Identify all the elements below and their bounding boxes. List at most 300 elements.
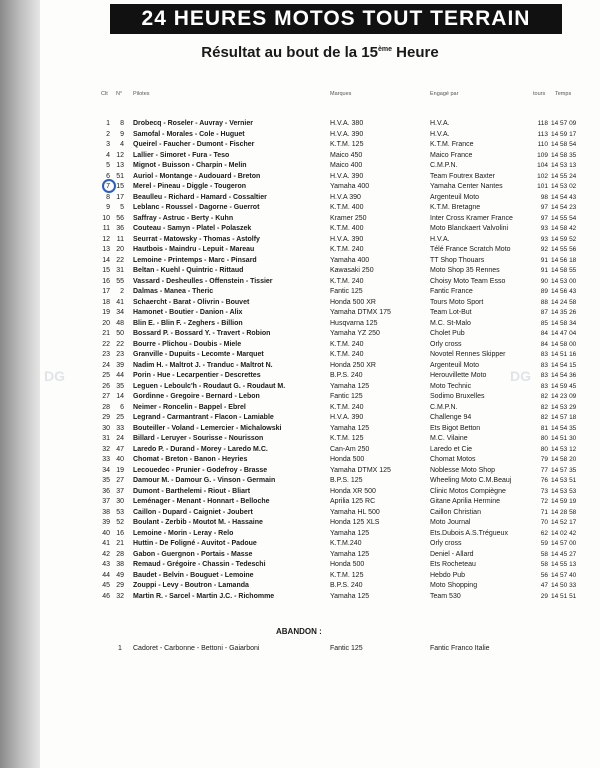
cell-no: 11	[116, 235, 124, 243]
abandon-marque: Fantic 125	[330, 645, 363, 652]
cell-tours: 97	[540, 204, 548, 211]
cell-temps: 14 45 27	[551, 550, 577, 558]
cell-marque: Honda 125 XLS	[330, 519, 380, 526]
cell-no: 30	[116, 498, 124, 505]
table-row	[0, 287, 600, 297]
table-row	[0, 592, 600, 602]
cell-marque: B.P.S. 240	[330, 372, 363, 379]
cell-engage: Tours Moto Sport	[430, 298, 484, 306]
cell-tours: 101	[537, 183, 548, 190]
cell-marque: K.T.M. 400	[330, 225, 364, 232]
cell-tours: 77	[540, 466, 548, 474]
cell-engage: Moto Journal	[430, 519, 471, 526]
cell-engage: Cholet Pub	[430, 330, 465, 337]
cell-temps: 14 58 42	[551, 225, 577, 232]
table-row	[0, 560, 600, 570]
cell-pilotes: Lecouedec - Prunier - Godefroy - Brasse	[133, 466, 268, 474]
cell-pilotes: Chomat - Breton - Banon - Heyries	[133, 456, 248, 463]
abandon-no: 1	[118, 645, 122, 652]
cell-pilotes: Bouteiller - Voland - Lemercier - Michalowski	[133, 424, 282, 432]
cell-clt: 42	[102, 550, 110, 558]
cell-temps: 14 51 51	[551, 592, 577, 600]
cell-pilotes: Laredo P. - Durand - Morey - Laredo M.C.	[133, 445, 268, 453]
cell-engage: Orly cross	[430, 340, 462, 348]
cell-marque: Yamaha 400	[330, 256, 370, 264]
cell-engage: Ets.Dubois A.S.Trégueux	[430, 529, 508, 537]
cell-engage: K.T.M. France	[430, 141, 474, 148]
cell-engage: Chomat Motos	[430, 456, 476, 463]
cell-marque: Yamaha 125	[330, 592, 370, 600]
page-subtitle	[40, 44, 600, 61]
cell-tours: 93	[540, 225, 548, 232]
cell-pilotes: Auriol - Montange - Audouard - Breton	[133, 172, 261, 180]
cell-no: 5	[120, 204, 124, 211]
table-row	[0, 508, 600, 518]
cell-engage: Deniel - Allard	[430, 550, 474, 558]
cell-clt: 30	[102, 424, 110, 432]
cell-tours: 91	[540, 267, 548, 274]
cell-no: 8	[120, 120, 124, 127]
cell-clt: 18	[102, 298, 110, 306]
cell-tours: 62	[540, 529, 548, 537]
cell-clt: 15	[102, 267, 110, 274]
cell-engage: Noblesse Moto Shop	[430, 466, 495, 474]
cell-engage: H.V.A.	[430, 120, 450, 127]
cell-no: 48	[116, 319, 124, 327]
cell-pilotes: Billard - Leruyer - Sourisse - Nourisson	[133, 435, 264, 442]
cell-clt: 21	[102, 330, 110, 337]
cell-clt: 22	[102, 340, 110, 348]
cell-no: 6	[120, 403, 124, 411]
cell-engage: Hebdo Pub	[430, 571, 466, 579]
table-row	[0, 182, 600, 192]
cell-temps: 14 53 12	[551, 445, 577, 453]
cell-tours: 109	[537, 151, 548, 159]
cell-clt: 43	[102, 561, 110, 568]
cell-pilotes: Caillon - Dupard - Caigniet - Joubert	[133, 508, 253, 516]
cell-no: 15	[116, 183, 124, 190]
cell-tours: 88	[540, 298, 548, 306]
table-row	[0, 340, 600, 350]
cell-clt: 41	[102, 540, 110, 547]
col-header-tours: tours	[533, 91, 546, 97]
cell-temps: 14 59 19	[551, 498, 577, 505]
cell-tours: 84	[540, 330, 548, 337]
cell-no: 36	[116, 225, 124, 232]
cell-pilotes: Dumont - Barthelemi - Riout - Bliart	[133, 487, 251, 495]
cell-marque: K.T.M. 240	[330, 277, 364, 285]
cell-clt: 38	[102, 508, 110, 516]
table-row	[0, 161, 600, 171]
cell-temps: 14 28 58	[551, 508, 577, 516]
cell-no: 51	[116, 172, 124, 180]
table-row	[0, 235, 600, 245]
cell-engage: TT Shop Thouars	[430, 256, 485, 264]
cell-clt: 29	[102, 414, 110, 421]
cell-tours: 80	[540, 435, 548, 442]
table-row	[0, 392, 600, 402]
cell-clt: 23	[102, 351, 110, 358]
cell-no: 52	[116, 519, 124, 526]
cell-temps: 14 02 42	[551, 529, 577, 537]
cell-temps: 14 58 00	[551, 340, 577, 348]
cell-engage: Fantic France	[430, 288, 473, 295]
cell-temps: 14 57 00	[551, 540, 577, 547]
cell-tours: 56	[540, 571, 548, 579]
table-row	[0, 539, 600, 549]
cell-marque: H.V.A. 380	[330, 120, 364, 127]
cell-clt: 9	[106, 204, 110, 211]
cell-marque: Can-Am 250	[330, 445, 370, 453]
table-row	[0, 277, 600, 287]
cell-pilotes: Beaulleu - Richard - Hamard - Cossaltier	[133, 193, 267, 201]
table-row	[0, 487, 600, 497]
cell-clt: 34	[102, 466, 110, 474]
cell-clt: 31	[102, 435, 110, 442]
cell-temps: 14 23 09	[551, 393, 577, 400]
table-row	[0, 130, 600, 140]
cell-clt: 45	[102, 582, 110, 589]
cell-clt: 13	[102, 246, 110, 253]
cell-temps: 14 35 26	[551, 309, 577, 316]
cell-no: 44	[116, 372, 124, 379]
cell-no: 35	[116, 382, 124, 390]
cell-temps: 14 52 17	[551, 519, 577, 526]
cell-marque: Yamaha DTMX 175	[330, 309, 391, 316]
cell-marque: Yamaha 125	[330, 424, 370, 432]
cell-engage: Maico France	[430, 151, 473, 159]
cell-tours: 76	[540, 477, 548, 484]
table-row	[0, 550, 600, 560]
cell-clt: 36	[102, 487, 110, 495]
cell-engage: Inter Cross Kramer France	[430, 214, 513, 222]
cell-engage: Team Lot-But	[430, 309, 472, 316]
cell-pilotes: Porin - Hue - Lecarpentier - Descrettes	[133, 372, 261, 379]
cell-engage: H.V.A.	[430, 130, 450, 138]
table-row	[0, 256, 600, 266]
cell-clt: 39	[102, 519, 110, 526]
cell-temps: 14 53 51	[551, 477, 577, 484]
cell-marque: K.T.M. 240	[330, 351, 364, 358]
cell-marque: H.V.A 390	[330, 193, 361, 201]
cell-clt: 20	[102, 319, 110, 327]
table-row	[0, 119, 600, 129]
cell-engage: Laredo et Cie	[430, 445, 473, 453]
cell-temps: 14 56 18	[551, 256, 577, 264]
cell-temps: 14 54 43	[551, 193, 577, 201]
cell-marque: H.V.A. 390	[330, 172, 364, 180]
cell-clt: 11	[102, 225, 110, 232]
cell-marque: K.T.M. 125	[330, 571, 364, 579]
cell-marque: Yamaha HL 500	[330, 508, 380, 516]
cell-engage: H.V.A.	[430, 235, 450, 243]
cell-tours: 87	[540, 309, 548, 316]
cell-pilotes: Bossard P. - Bossard Y. - Travert - Robion	[133, 330, 271, 337]
cell-no: 19	[116, 466, 124, 474]
cell-clt: 26	[102, 382, 110, 390]
cell-no: 50	[116, 330, 124, 337]
cell-pilotes: Queirel - Faucher - Dumont - Fischer	[133, 141, 255, 148]
table-row	[0, 140, 600, 150]
cell-temps: 14 59 52	[551, 235, 577, 243]
cell-clt: 44	[102, 571, 110, 579]
col-header-clt: Clt	[101, 91, 108, 97]
cell-marque: Kramer 250	[330, 214, 367, 222]
cell-temps: 14 53 29	[551, 403, 577, 411]
cell-no: 17	[116, 193, 124, 201]
cell-temps: 14 54 15	[551, 361, 577, 369]
cell-marque: Yamaha 125	[330, 382, 370, 390]
cell-no: 53	[116, 508, 124, 516]
cell-pilotes: Merel - Pineau - Diggle - Tougeron	[133, 183, 247, 190]
cell-temps: 14 53 02	[551, 183, 577, 190]
cell-engage: Argenteuil Moto	[430, 193, 480, 201]
cell-temps: 14 58 20	[551, 456, 577, 463]
cell-tours: 110	[537, 141, 548, 148]
cell-pilotes: Gabon - Guergnon - Portais - Masse	[133, 550, 253, 558]
cell-tours: 104	[537, 162, 548, 169]
table-row	[0, 308, 600, 318]
cell-engage: C.M.P.N.	[430, 162, 458, 169]
cell-no: 28	[116, 550, 124, 558]
cell-tours: 102	[537, 172, 548, 180]
cell-tours: 92	[540, 246, 548, 253]
cell-clt: 7	[106, 183, 110, 190]
cell-pilotes: Lemoine - Printemps - Marc - Pinsard	[133, 256, 257, 264]
col-header-temps: Temps	[555, 91, 572, 97]
cell-clt: 8	[106, 193, 110, 201]
cell-marque: Husqvarna 125	[330, 319, 378, 327]
cell-engage: Ets Rocheteau	[430, 561, 476, 568]
cell-pilotes: Mignot - Buisson - Charpin - Melin	[133, 162, 247, 169]
cell-marque: Kawasaki 250	[330, 267, 374, 274]
handwritten-circle-mark	[102, 179, 116, 193]
cell-no: 39	[116, 361, 124, 369]
page-banner: 24 HEURES MOTOS TOUT TERRAIN	[110, 4, 562, 34]
cell-engage: Moto Blanckaert Valvolini	[430, 225, 509, 232]
cell-pilotes: Samofal - Morales - Cole - Huguet	[133, 130, 245, 138]
cell-tours: 70	[540, 519, 548, 526]
cell-tours: 82	[540, 393, 548, 400]
cell-clt: 16	[102, 277, 110, 285]
cell-temps: 14 47 04	[551, 330, 577, 337]
cell-no: 37	[116, 487, 124, 495]
col-header-no: N°	[116, 91, 123, 97]
cell-clt: 27	[102, 393, 110, 400]
cell-marque: Honda 250 XR	[330, 361, 376, 369]
table-row	[0, 224, 600, 234]
cell-marque: K.T.M.240	[330, 540, 362, 547]
table-row	[0, 350, 600, 360]
abandon-pilotes: Cadoret - Carbonne - Bettoni - Gaiarboni	[133, 645, 260, 652]
cell-pilotes: Beltan - Kuehl - Quintric - Rittaud	[133, 267, 244, 274]
cell-no: 38	[116, 561, 124, 568]
cell-no: 13	[116, 162, 124, 169]
table-row	[0, 403, 600, 413]
table-row	[0, 266, 600, 276]
cell-marque: Maico 400	[330, 162, 363, 169]
table-row	[0, 151, 600, 161]
col-header-marques: Marques	[330, 91, 352, 97]
table-row	[0, 529, 600, 539]
table-row	[0, 319, 600, 329]
cell-clt: 28	[102, 403, 110, 411]
cell-pilotes: Granville - Dupuits - Lecomte - Marquet	[133, 351, 264, 358]
cell-no: 14	[116, 393, 124, 400]
cell-no: 25	[116, 414, 124, 421]
cell-marque: Aprilia 125 RC	[330, 498, 376, 505]
cell-clt: 46	[102, 592, 110, 600]
cell-pilotes: Vassard - Desheulles - Offenstein - Tissier	[133, 277, 273, 285]
cell-pilotes: Dalmas - Manea - Theric	[133, 288, 214, 295]
abandon-heading: ABANDON :	[276, 627, 322, 636]
cell-pilotes: Seurrat - Matowsky - Thomas - Astolfy	[133, 235, 260, 243]
cell-clt: 1	[106, 120, 110, 127]
cell-tours: 90	[540, 277, 548, 285]
cell-pilotes: Saffray - Astruc - Berty - Kuhn	[133, 214, 234, 222]
cell-tours: 82	[540, 403, 548, 411]
cell-engage: Moto Technic	[430, 382, 472, 390]
table-row	[0, 245, 600, 255]
cell-tours: 71	[540, 508, 548, 516]
cell-clt: 32	[102, 445, 110, 453]
cell-marque: Yamaha DTMX 125	[330, 466, 391, 474]
cell-marque: Fantic 125	[330, 288, 363, 295]
cell-engage: Wheeling Moto C.M.Beauj	[430, 477, 512, 484]
cell-pilotes: Bourre - Plichou - Doubis - Miele	[133, 340, 242, 348]
table-row	[0, 298, 600, 308]
cell-no: 47	[116, 445, 124, 453]
cell-marque: K.T.M. 125	[330, 141, 364, 148]
cell-temps: 14 57 18	[551, 414, 577, 421]
cell-engage: Team 530	[430, 592, 461, 600]
cell-marque: Honda 500	[330, 456, 365, 463]
cell-tours: 29	[540, 592, 548, 600]
cell-engage: Télé France Scratch Moto	[430, 246, 511, 253]
cell-tours: 118	[537, 120, 548, 127]
cell-pilotes: Damour M. - Damour G. - Vinson - Germain	[133, 477, 276, 484]
cell-temps: 14 57 35	[551, 466, 577, 474]
cell-pilotes: Nadim H. - Maltrot J. - Tranduc - Maltrot N.	[133, 361, 273, 369]
cell-temps: 14 55 54	[551, 214, 577, 222]
cell-pilotes: Hautbois - Maindru - Lepuit - Mareau	[133, 246, 255, 253]
cell-engage: Novotel Rennes Skipper	[430, 351, 506, 358]
cell-clt: 33	[102, 456, 110, 463]
cell-pilotes: Zouppi - Levy - Boutron - Lamanda	[133, 582, 249, 589]
cell-tours: 91	[540, 256, 548, 264]
cell-tours: 73	[540, 487, 548, 495]
cell-marque: K.T.M. 125	[330, 435, 364, 442]
cell-temps: 14 53 53	[551, 487, 577, 495]
cell-no: 49	[116, 571, 124, 579]
table-row	[0, 445, 600, 455]
cell-no: 9	[120, 130, 124, 138]
cell-marque: B.P.S. 240	[330, 582, 363, 589]
cell-temps: 14 54 23	[551, 204, 577, 211]
cell-marque: H.V.A. 390	[330, 414, 364, 421]
table-row	[0, 434, 600, 444]
cell-engage: Clinic Motos Compiègne	[430, 487, 506, 495]
cell-no: 20	[116, 246, 124, 253]
table-row	[0, 214, 600, 224]
table-row	[0, 413, 600, 423]
cell-clt: 19	[102, 309, 110, 316]
abandon-engage: Fantic Franco Italie	[430, 645, 490, 652]
cell-engage: Moto Shop 35 Rennes	[430, 267, 500, 274]
cell-engage: Sodimo Bruxelles	[430, 393, 485, 400]
cell-no: 40	[116, 456, 124, 463]
cell-engage: Yamaha Center Nantes	[430, 183, 503, 190]
cell-pilotes: Hamonet - Boutier - Danion - Alix	[133, 309, 243, 316]
cell-temps: 14 53 00	[551, 277, 577, 285]
cell-temps: 14 59 17	[551, 130, 577, 138]
cell-marque: Honda 500	[330, 561, 365, 568]
cell-tours: 83	[540, 382, 548, 390]
cell-tours: 93	[540, 235, 548, 243]
cell-temps: 14 51 30	[551, 435, 577, 442]
cell-pilotes: Leguen - Leboulc'h - Roudaut G. - Roudaut M.	[133, 382, 286, 390]
cell-tours: 81	[540, 424, 548, 432]
cell-temps: 14 54 35	[551, 424, 577, 432]
cell-pilotes: Gordinne - Gregoire - Bernard - Lebon	[133, 393, 260, 400]
cell-clt: 40	[102, 529, 110, 537]
subtitle-end: Heure	[392, 44, 439, 61]
cell-tours: 83	[540, 372, 548, 379]
table-row	[0, 329, 600, 339]
cell-pilotes: Drobecq - Roseler - Auvray - Vernier	[133, 120, 253, 127]
cell-tours: 97	[540, 214, 548, 222]
cell-pilotes: Legrand - Carmantrant - Flacon - Lamiable	[133, 414, 274, 421]
cell-pilotes: Lallier - Simoret - Fura - Teso	[133, 151, 230, 159]
cell-temps: 14 50 33	[551, 582, 577, 589]
cell-marque: K.T.M. 240	[330, 246, 364, 253]
cell-engage: Herouvillette Moto	[430, 372, 487, 379]
cell-pilotes: Remaud - Grégoire - Chassin - Tedeschi	[133, 561, 266, 568]
cell-temps: 14 53 13	[551, 162, 577, 169]
cell-pilotes: Leménager - Menant - Honnart - Belloche	[133, 498, 270, 505]
cell-tours: 83	[540, 361, 548, 369]
cell-engage: K.T.M. Bretagne	[430, 204, 481, 211]
cell-temps: 14 55 24	[551, 172, 577, 180]
cell-temps: 14 54 36	[551, 372, 577, 379]
cell-no: 2	[120, 288, 124, 295]
cell-engage: M.C. St-Malo	[430, 319, 471, 327]
cell-clt: 5	[106, 162, 110, 169]
cell-marque: K.T.M. 240	[330, 340, 364, 348]
cell-no: 32	[116, 592, 124, 600]
cell-temps: 14 57 09	[551, 120, 577, 127]
cell-no: 22	[116, 340, 124, 348]
cell-marque: Yamaha 400	[330, 183, 370, 190]
cell-clt: 17	[102, 288, 110, 295]
cell-no: 41	[116, 298, 124, 306]
table-row	[0, 455, 600, 465]
table-row	[0, 193, 600, 203]
cell-tours: 113	[537, 130, 548, 138]
cell-pilotes: Neimer - Roncelin - Bappel - Ebrel	[133, 403, 246, 411]
cell-marque: Honda 500 XR	[330, 298, 376, 306]
cell-marque: Honda XR 500	[330, 487, 376, 495]
cell-no: 12	[116, 151, 124, 159]
cell-engage: M.C. Vilaine	[430, 435, 468, 442]
cell-no: 29	[116, 582, 124, 589]
cell-engage: Argenteuil Moto	[430, 361, 480, 369]
cell-clt: 4	[106, 151, 110, 159]
cell-pilotes: Schaercht - Barat - Olivrin - Bouvet	[133, 298, 250, 306]
cell-no: 23	[116, 351, 124, 358]
cell-temps: 14 58 55	[551, 267, 577, 274]
cell-temps: 14 58 34	[551, 319, 577, 327]
